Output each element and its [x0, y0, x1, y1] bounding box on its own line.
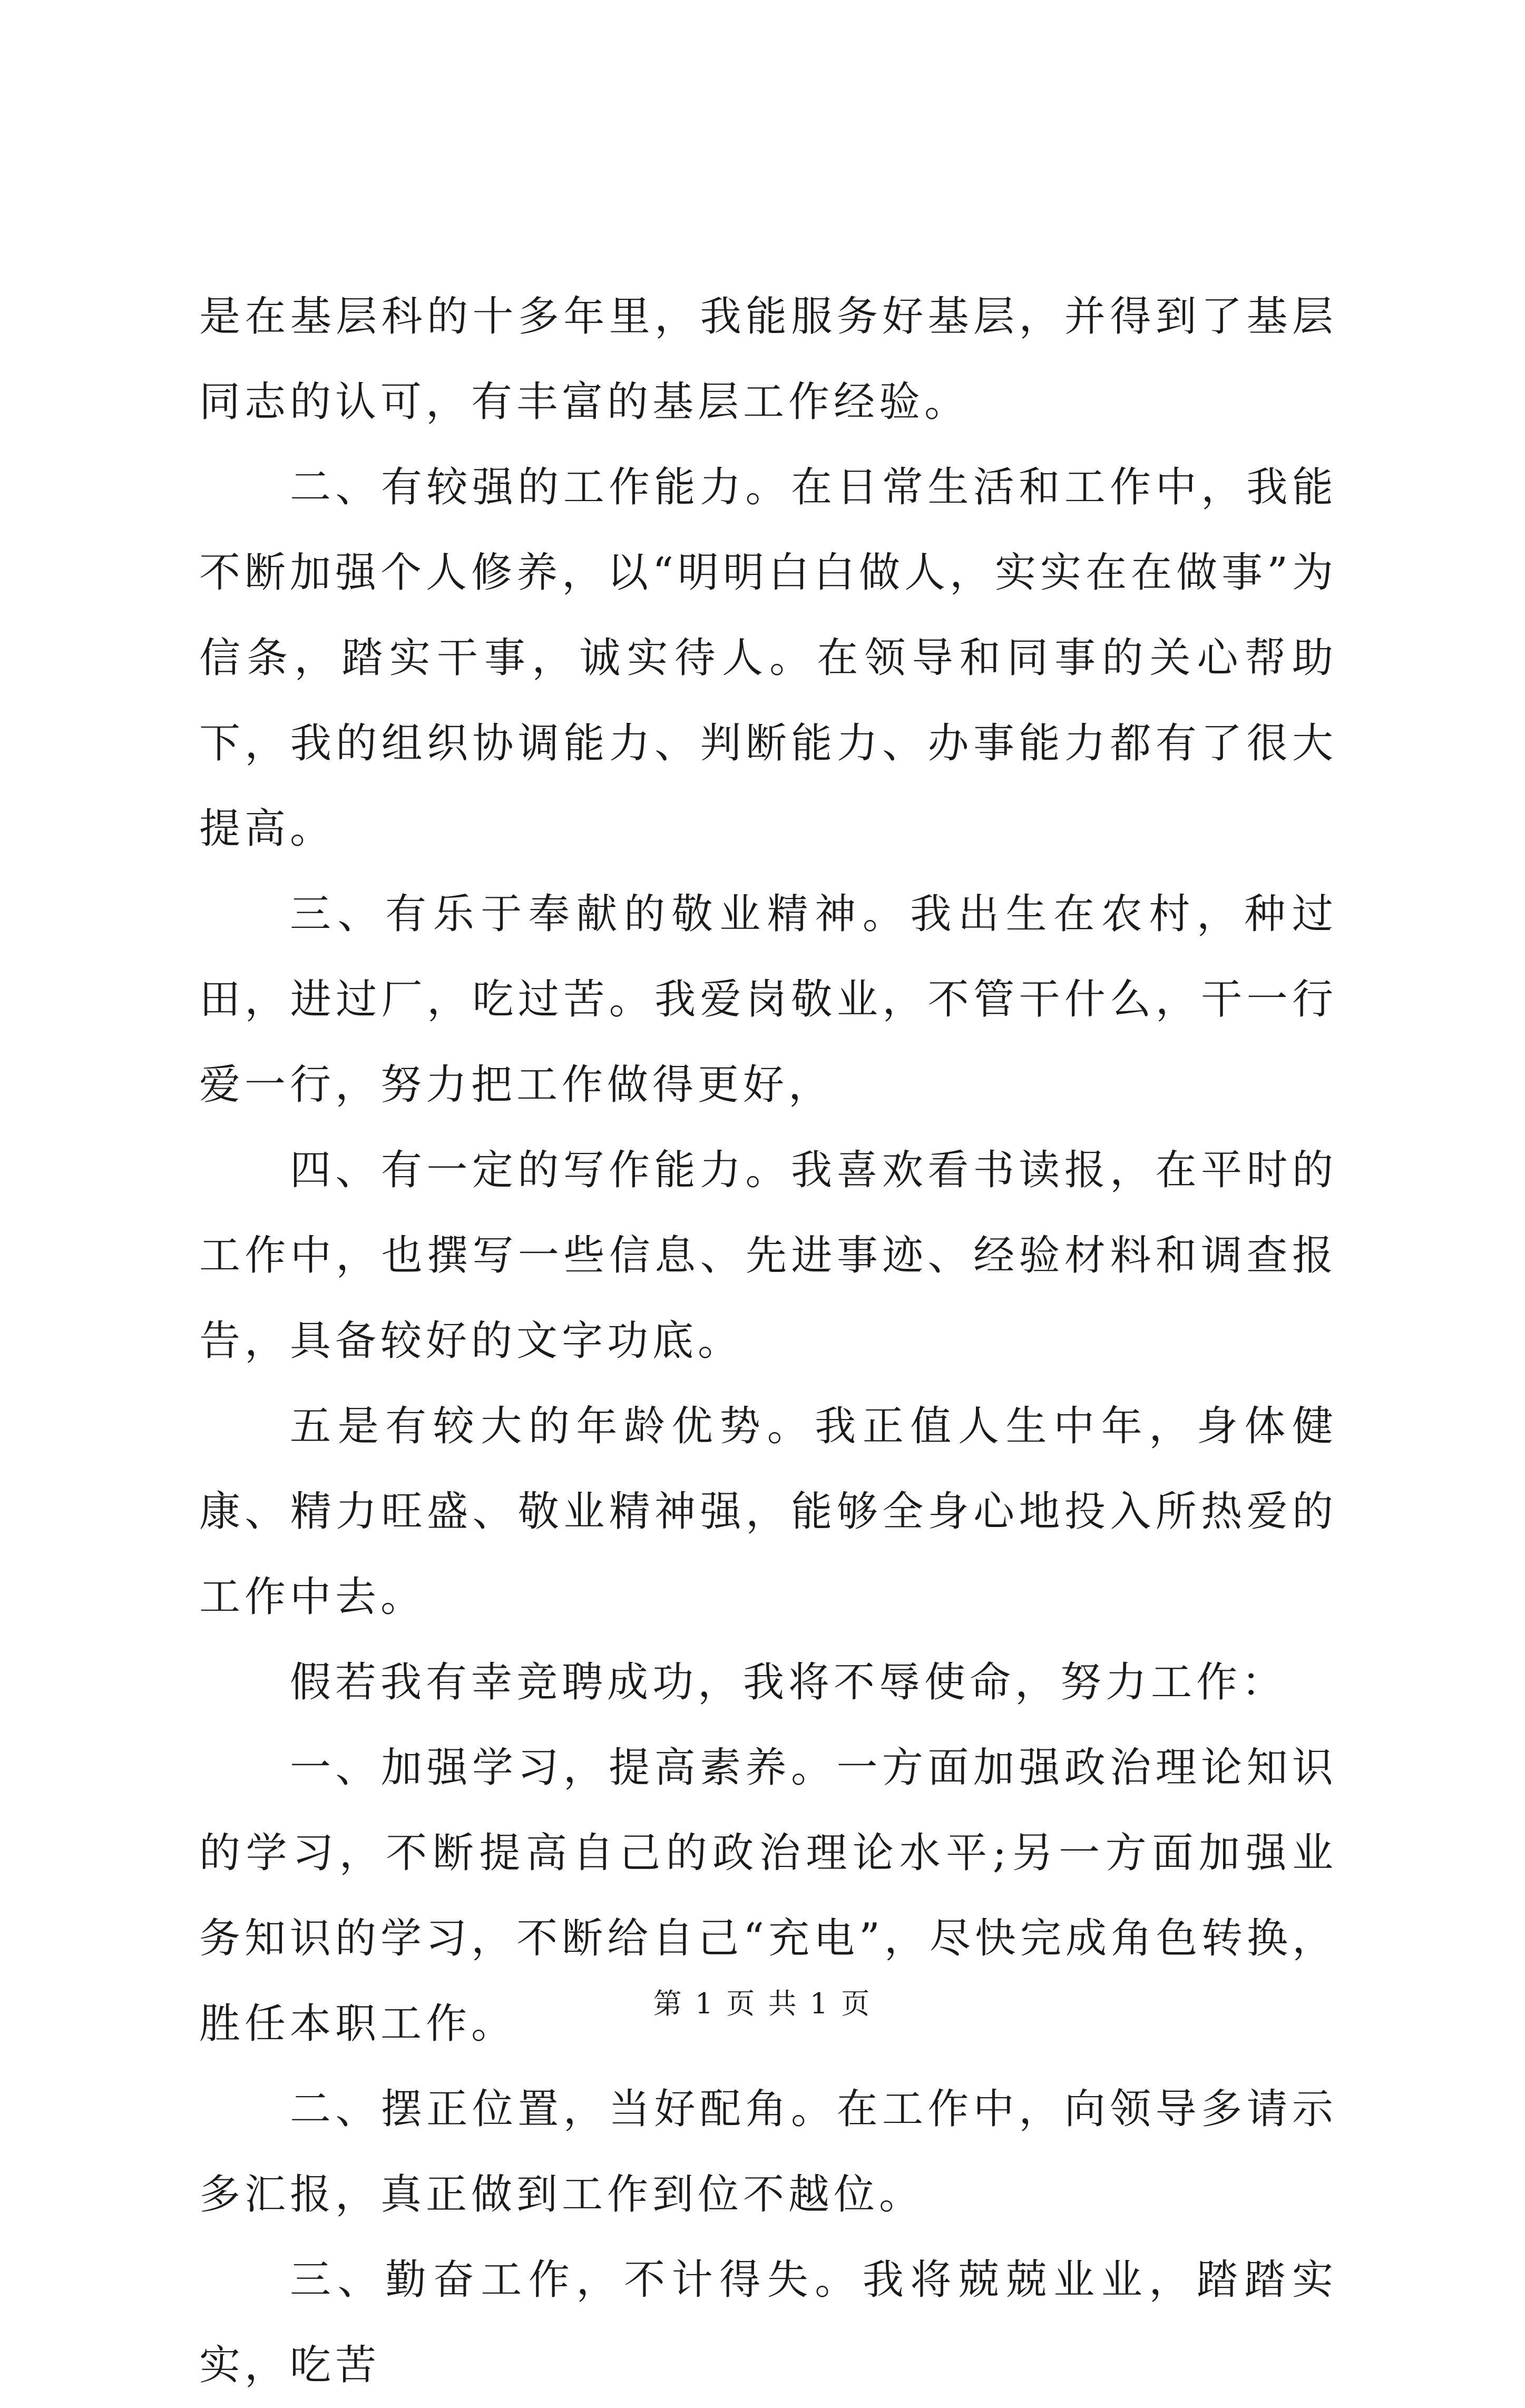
- document-body: [199, 274, 1337, 2408]
- paragraph-4: 四、有一定的写作能力。我喜欢看书读报，在平时的工作中，也撰写一些信息、先进事迹、经验材料和调查报告，具备较好的文字功底。: [199, 1147, 1337, 1365]
- paragraph-2: 二、有较强的工作能力。在日常生活和工作中，我能不断加强个人修养，以“明明白白做人，实实在在做事”为信条，踏实干事，诚实待人。在领导和同事的关心帮助下，我的组织协调能力、判断能力、办事能力都有了很大提高。: [199, 464, 1337, 853]
- paragraph-8: 二、摆正位置，当好配角。在工作中，向领导多请示多汇报，真正做到工作到位不越位。: [199, 2086, 1337, 2218]
- paragraph-9: 三、勤奋工作，不计得失。我将兢兢业业，踏踏实实，吃苦: [199, 2256, 1337, 2389]
- paragraph-3: 三、有乐于奉献的敬业精神。我出生在农村，种过田，进过厂，吃过苦。我爱岗敬业，不管干什么，干一行爱一行，努力把工作做得更好，: [199, 890, 1337, 1109]
- paragraph-6: 假若我有幸竞聘成功，我将不辱使命，努力工作：: [290, 1659, 1287, 1706]
- paragraph-7: 一、加强学习，提高素养。一方面加强政治理论知识的学习，不断提高自己的政治理论水平;另一方面加强业务知识的学习，不断给自己“充电”，尽快完成角色转换，胜任本职工作。: [199, 1744, 1337, 2048]
- paragraph-5: 五是有较大的年龄优势。我正值人生中年，身体健康、精力旺盛、敬业精神强，能够全身心地投入所热爱的工作中去。: [199, 1403, 1337, 1621]
- paragraph-1: 是在基层科的十多年里，我能服务好基层，并得到了基层同志的认可，有丰富的基层工作经验。: [199, 293, 1337, 426]
- page-footer: 第 1 页 共 1 页: [653, 1987, 872, 2020]
